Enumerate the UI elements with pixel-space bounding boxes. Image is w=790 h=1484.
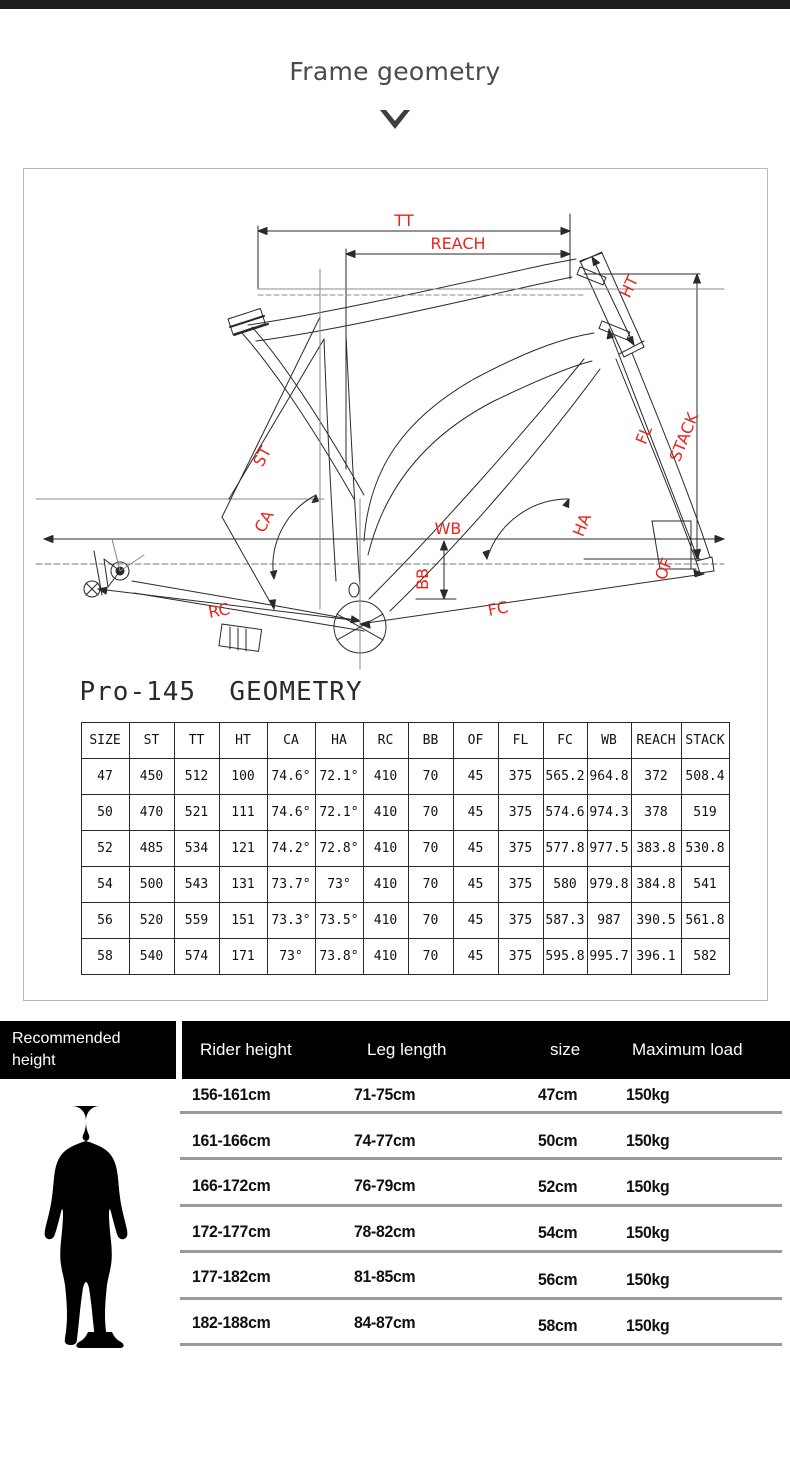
geo-cell-st: 470	[129, 795, 174, 831]
table-row	[81, 795, 729, 831]
cell-max-load: 150kg	[626, 1316, 670, 1336]
geo-cell-wb: 979.8	[587, 867, 631, 903]
geo-col-stack: STACK	[681, 723, 729, 759]
label-st: ST	[248, 443, 275, 470]
geometry-table-container	[81, 722, 729, 975]
cell-leg-length: 84-87cm	[354, 1312, 416, 1332]
geo-cell-tt: 512	[174, 759, 219, 795]
geo-cell-tt: 534	[174, 831, 219, 867]
cell-size: 58cm	[538, 1316, 578, 1336]
geo-cell-reach: 384.8	[631, 867, 681, 903]
geo-cell-reach: 396.1	[631, 939, 681, 975]
geo-cell-of: 45	[453, 795, 498, 831]
geo-cell-rc: 410	[363, 867, 408, 903]
recommended-height-header	[0, 1021, 790, 1079]
geo-cell-ht: 151	[219, 903, 267, 939]
cell-size: 56cm	[538, 1270, 578, 1289]
geo-cell-fl: 375	[498, 903, 543, 939]
column-header-size: size	[550, 1040, 581, 1059]
geo-cell-size: 54	[81, 867, 129, 903]
geo-col-size: SIZE	[81, 723, 129, 759]
table-row	[81, 939, 729, 975]
geo-col-bb: BB	[408, 723, 453, 759]
geo-col-fl: FL	[498, 723, 543, 759]
cell-max-load: 150kg	[626, 1223, 670, 1243]
geo-cell-fl: 375	[498, 867, 543, 903]
geometry-table-header-row	[81, 723, 729, 759]
recommended-height-body	[0, 1079, 790, 1376]
label-tt: TT	[393, 211, 414, 230]
geo-cell-st: 540	[129, 939, 174, 975]
geo-cell-ha: 72.1°	[315, 759, 363, 795]
geo-cell-ha: 73.5°	[315, 903, 363, 939]
page-title: Frame geometry	[289, 57, 501, 86]
label-wb: WB	[434, 519, 461, 538]
table-row	[81, 903, 729, 939]
row-underline	[180, 1297, 782, 1300]
geo-cell-size: 47	[81, 759, 129, 795]
geo-cell-tt: 574	[174, 939, 219, 975]
geo-cell-bb: 70	[408, 939, 453, 975]
cell-leg-length: 74-77cm	[354, 1130, 416, 1150]
cell-rider-height: 161-166cm	[192, 1130, 271, 1150]
geo-cell-ca: 73.3°	[267, 903, 315, 939]
column-header-maximum-load: Maximum load	[632, 1040, 743, 1059]
geo-cell-size: 56	[81, 903, 129, 939]
list-item	[176, 1079, 790, 1125]
geo-cell-wb: 995.7	[587, 939, 631, 975]
row-underline	[180, 1157, 782, 1160]
cell-max-load: 150kg	[626, 1177, 670, 1197]
cell-size: 47cm	[538, 1085, 578, 1104]
geo-cell-bb: 70	[408, 759, 453, 795]
row-underline	[180, 1250, 782, 1253]
row-underline	[180, 1111, 782, 1114]
geo-col-st: ST	[129, 723, 174, 759]
geo-cell-stack: 530.8	[681, 831, 729, 867]
list-item	[176, 1307, 790, 1353]
geo-cell-rc: 410	[363, 759, 408, 795]
geo-cell-reach: 378	[631, 795, 681, 831]
geo-cell-fl: 375	[498, 939, 543, 975]
cell-size: 54cm	[538, 1223, 578, 1243]
geo-cell-rc: 410	[363, 831, 408, 867]
geo-cell-tt: 521	[174, 795, 219, 831]
cell-leg-length: 81-85cm	[354, 1267, 416, 1286]
label-ca: CA	[250, 507, 278, 536]
geo-cell-stack: 561.8	[681, 903, 729, 939]
label-ht: HT	[615, 272, 642, 301]
label-bb: BB	[412, 568, 432, 590]
label-ha: HA	[568, 510, 595, 540]
cell-max-load: 150kg	[626, 1270, 670, 1289]
label-reach: REACH	[429, 234, 486, 253]
geo-cell-stack: 519	[681, 795, 729, 831]
recommended-height-line2: height	[12, 1052, 56, 1069]
geo-cell-of: 45	[453, 939, 498, 975]
geometry-table	[81, 722, 730, 975]
geo-cell-ht: 171	[219, 939, 267, 975]
geo-cell-st: 450	[129, 759, 174, 795]
label-fc: FC	[485, 597, 510, 620]
cell-max-load: 150kg	[626, 1131, 670, 1151]
geo-col-tt: TT	[174, 723, 219, 759]
cell-rider-height: 182-188cm	[192, 1312, 271, 1332]
label-fl: FL	[631, 422, 656, 447]
list-item	[176, 1216, 790, 1262]
geo-cell-st: 485	[129, 831, 174, 867]
geo-cell-of: 45	[453, 759, 498, 795]
person-silhouette-icon	[30, 1101, 170, 1351]
geometry-table-title: Pro-145 GEOMETRY	[79, 677, 363, 707]
frame-geometry-diagram-panel	[23, 168, 768, 1001]
geo-cell-size: 50	[81, 795, 129, 831]
cell-size: 52cm	[538, 1177, 578, 1197]
geo-cell-ht: 111	[219, 795, 267, 831]
geo-col-fc: FC	[543, 723, 587, 759]
geo-cell-tt: 543	[174, 867, 219, 903]
geo-col-ht: HT	[219, 723, 267, 759]
cell-leg-length: 78-82cm	[354, 1221, 416, 1241]
geo-cell-fl: 375	[498, 759, 543, 795]
page-header	[0, 9, 790, 132]
label-stack: STACK	[665, 409, 702, 465]
geo-cell-ca: 73.7°	[267, 867, 315, 903]
geo-cell-wb: 977.5	[587, 831, 631, 867]
geo-cell-fl: 375	[498, 795, 543, 831]
geo-cell-ht: 131	[219, 867, 267, 903]
geo-cell-st: 520	[129, 903, 174, 939]
geo-cell-stack: 582	[681, 939, 729, 975]
geo-cell-rc: 410	[363, 939, 408, 975]
geo-cell-ht: 100	[219, 759, 267, 795]
geo-cell-ca: 74.2°	[267, 831, 315, 867]
recommended-height-rows	[176, 1079, 790, 1352]
geo-cell-fc: 574.6	[543, 795, 587, 831]
cell-leg-length: 71-75cm	[354, 1085, 416, 1104]
cell-rider-height: 156-161cm	[192, 1085, 271, 1104]
geo-cell-ha: 73°	[315, 867, 363, 903]
cell-size: 50cm	[538, 1131, 578, 1151]
geo-cell-ca: 73°	[267, 939, 315, 975]
geo-cell-fl: 375	[498, 831, 543, 867]
geo-col-rc: RC	[363, 723, 408, 759]
geo-cell-bb: 70	[408, 903, 453, 939]
geo-cell-ht: 121	[219, 831, 267, 867]
geo-cell-fc: 577.8	[543, 831, 587, 867]
geo-cell-fc: 565.2	[543, 759, 587, 795]
column-header-rider-height: Rider height	[200, 1040, 292, 1059]
geo-col-of: OF	[453, 723, 498, 759]
label-of: OF	[650, 555, 677, 583]
geo-col-reach: REACH	[631, 723, 681, 759]
geo-cell-size: 52	[81, 831, 129, 867]
geo-cell-bb: 70	[408, 867, 453, 903]
column-header-leg-length: Leg length	[367, 1040, 447, 1059]
geo-cell-reach: 372	[631, 759, 681, 795]
row-underline	[180, 1343, 782, 1346]
recommended-height-line1: Recommended	[12, 1030, 121, 1048]
cell-rider-height: 177-182cm	[192, 1267, 271, 1286]
row-underline	[180, 1204, 782, 1207]
geo-cell-wb: 974.3	[587, 795, 631, 831]
table-row	[81, 867, 729, 903]
geo-cell-fc: 595.8	[543, 939, 587, 975]
list-item	[176, 1125, 790, 1171]
geo-cell-ca: 74.6°	[267, 795, 315, 831]
geo-cell-of: 45	[453, 831, 498, 867]
geo-cell-wb: 964.8	[587, 759, 631, 795]
geo-cell-tt: 559	[174, 903, 219, 939]
geo-cell-bb: 70	[408, 795, 453, 831]
geo-col-ca: CA	[267, 723, 315, 759]
cell-rider-height: 166-172cm	[192, 1176, 271, 1195]
geo-cell-reach: 383.8	[631, 831, 681, 867]
geo-cell-rc: 410	[363, 795, 408, 831]
table-row	[81, 831, 729, 867]
geo-cell-ha: 73.8°	[315, 939, 363, 975]
geo-cell-size: 58	[81, 939, 129, 975]
geo-cell-reach: 390.5	[631, 903, 681, 939]
geo-cell-of: 45	[453, 903, 498, 939]
geo-cell-of: 45	[453, 867, 498, 903]
geo-cell-stack: 541	[681, 867, 729, 903]
cell-rider-height: 172-177cm	[192, 1221, 271, 1241]
cell-max-load: 150kg	[626, 1085, 670, 1104]
geo-cell-ha: 72.8°	[315, 831, 363, 867]
geo-cell-bb: 70	[408, 831, 453, 867]
geo-cell-ca: 74.6°	[267, 759, 315, 795]
recommended-columns-header	[182, 1021, 790, 1079]
geo-col-wb: WB	[587, 723, 631, 759]
geo-col-ha: HA	[315, 723, 363, 759]
top-black-bar	[0, 0, 790, 9]
list-item	[176, 1261, 790, 1307]
geo-cell-rc: 410	[363, 903, 408, 939]
geo-cell-wb: 987	[587, 903, 631, 939]
chevron-down-icon	[0, 108, 790, 132]
geo-cell-ha: 72.1°	[315, 795, 363, 831]
list-item	[176, 1170, 790, 1216]
recommended-height-section	[0, 1021, 790, 1376]
geo-cell-st: 500	[129, 867, 174, 903]
geo-cell-stack: 508.4	[681, 759, 729, 795]
recommended-height-label	[0, 1021, 176, 1079]
cell-leg-length: 76-79cm	[354, 1176, 416, 1195]
table-row	[81, 759, 729, 795]
label-rc: RC	[206, 599, 231, 622]
geo-cell-fc: 587.3	[543, 903, 587, 939]
geo-cell-fc: 580	[543, 867, 587, 903]
